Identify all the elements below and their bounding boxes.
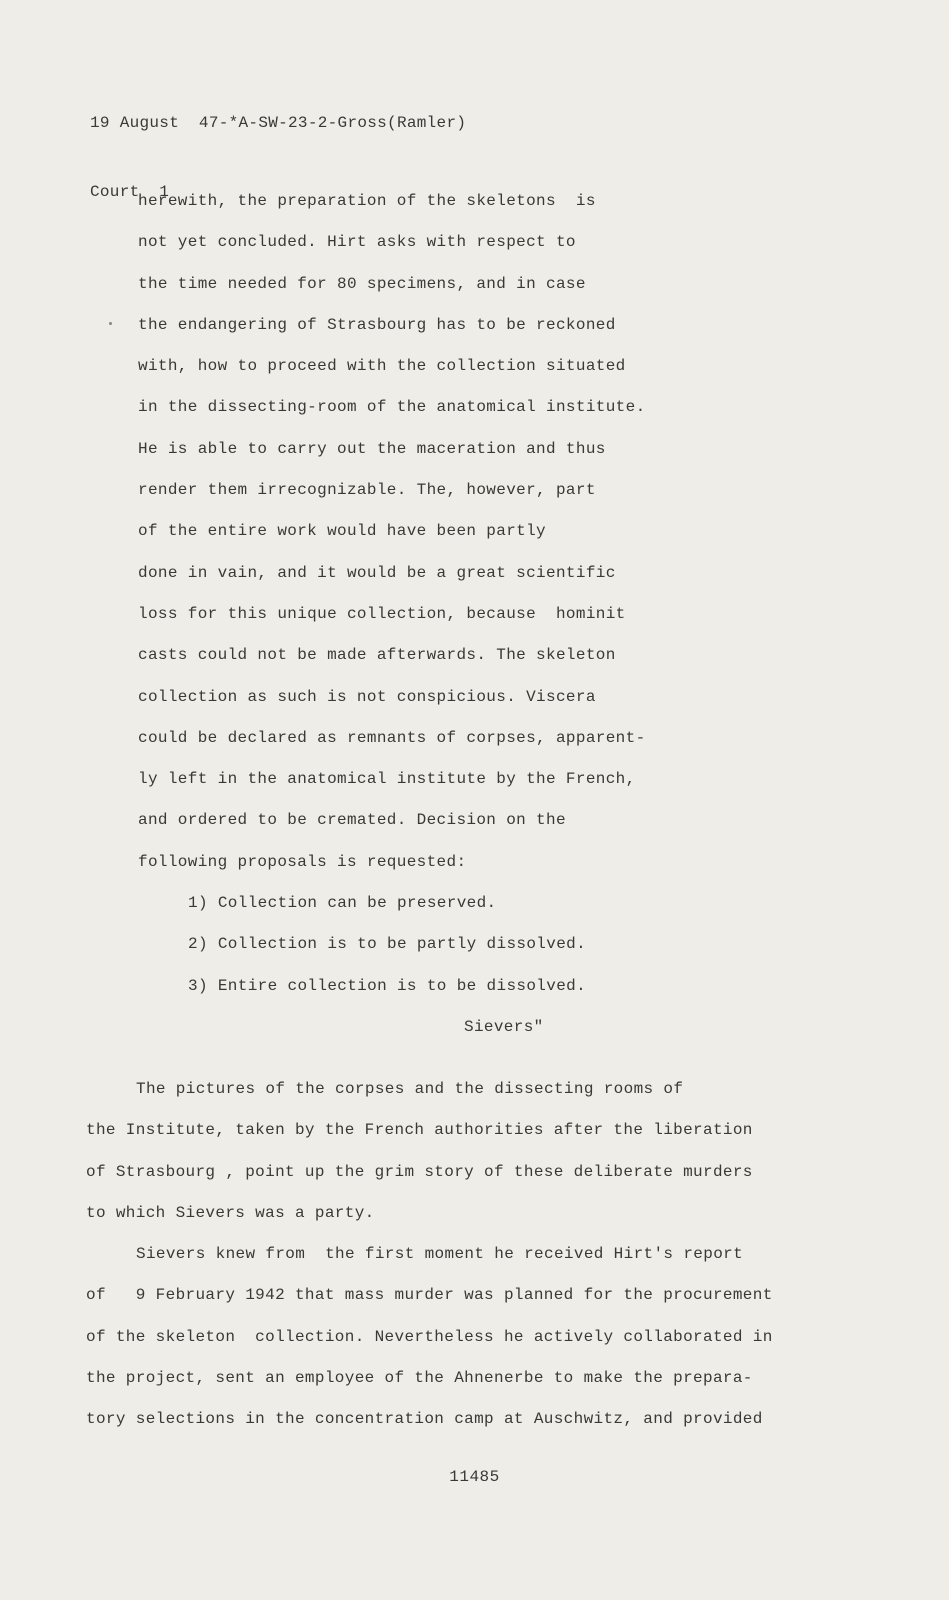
narrative-line: of the skeleton collection. Nevertheless he actively collaborated in <box>86 1327 773 1346</box>
letter-line: the time needed for 80 specimens, and in case <box>138 274 586 293</box>
margin-mark <box>109 322 112 325</box>
quoted-letter <box>138 188 698 1055</box>
letter-line: loss for this unique collection, because hominit <box>138 604 626 623</box>
narrative-line: to which Sievers was a party. <box>86 1203 375 1222</box>
header-case-line: 19 August 47-*A-SW-23-2-Gross(Ramler) <box>90 114 467 132</box>
proposal-item: 2) Collection is to be partly dissolved. <box>188 935 587 954</box>
narrative-line: of Strasbourg , point up the grim story of these deliberate murders <box>86 1162 753 1181</box>
letter-line: render them irrecognizable. The, however, part <box>138 481 596 500</box>
letter-line: casts could not be made afterwards. The skeleton <box>138 646 616 665</box>
letter-line: could be declared as remnants of corpses, apparent- <box>138 728 646 747</box>
proposal-item: 1) Collection can be preserved. <box>188 894 497 913</box>
narrative-line: The pictures of the corpses and the dissecting rooms of <box>136 1080 684 1098</box>
letter-line: herewith, the preparation of the skeletons is <box>138 192 596 210</box>
letter-line: following proposals is requested: <box>138 852 467 871</box>
letter-line: of the entire work would have been partly <box>138 522 547 541</box>
header-court-line: Court 1 <box>90 183 170 201</box>
narrative-line: of 9 February 1942 that mass murder was planned for the procurement <box>86 1286 773 1305</box>
letter-line: in the dissecting-room of the anatomical institute. <box>138 398 646 417</box>
narrative-line: tory selections in the concentration camp at Auschwitz, and provided <box>86 1410 763 1429</box>
letter-line: ly left in the anatomical institute by the French, <box>138 770 636 789</box>
narrative-text <box>86 1076 846 1448</box>
narrative-line: the project, sent an employee of the Ahnenerbe to make the prepara- <box>86 1369 753 1388</box>
letter-line: done in vain, and it would be a great scientific <box>138 563 616 582</box>
proposal-item: 3) Entire collection is to be dissolved. <box>188 976 587 995</box>
narrative-line: Sievers knew from the first moment he received Hirt's report <box>136 1245 744 1264</box>
page-number: 11485 <box>449 1468 500 1486</box>
letter-line: not yet concluded. Hirt asks with respect to <box>138 233 576 252</box>
letter-line: collection as such is not conspicious. Viscera <box>138 687 596 706</box>
letter-line: the endangering of Strasbourg has to be reckoned <box>138 315 616 334</box>
letter-signature: Sievers" <box>464 1017 544 1036</box>
letter-line: with, how to proceed with the collection situated <box>138 357 626 376</box>
letter-line: and ordered to be cremated. Decision on the <box>138 811 566 830</box>
narrative-line: the Institute, taken by the French authorities after the liberation <box>86 1121 753 1140</box>
letter-line: He is able to carry out the maceration and thus <box>138 439 606 458</box>
